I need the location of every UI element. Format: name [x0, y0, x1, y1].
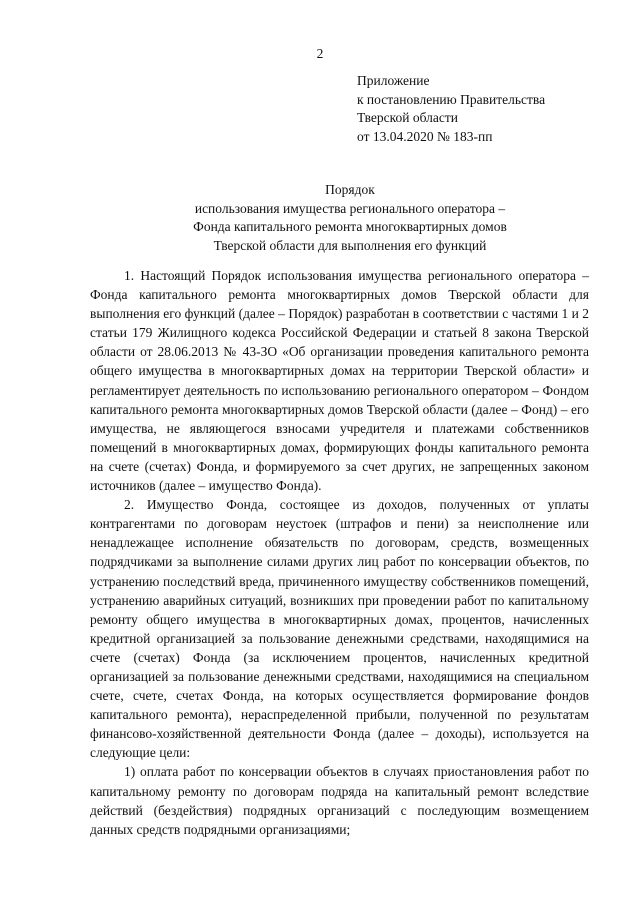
paragraph-1: 1. Настоящий Порядок использования имущества регионального оператора – Фонда капитального ремонта многоквартирных домов Тверской области для выполнения его функций (далее – Порядок) разработан в соответствии с частями 1 и 2 статьи 179 Жилищного кодекса Российской Федерации и статьей 8 закона Тверской области от 28.06.2013 № 43-ЗО «Об организации проведения капитального ремонта общего имущества в многоквартирных домах на территории Тверской области» и регламентирует деятельность по использованию регионального оператором – Фондом капитального ремонта многоквартирных домов Тверской области (далее – Фонд) – его имущества, не являющегося взносами учредителя и платежами собственников помещений в многоквартирных домах, формирующих фонды капитального ремонта на счете (счетах) Фонда, и формируемого за счет других, не запрещенных законом источников (далее – имущество Фонда). — [90, 268, 589, 494]
appendix-line: Приложение — [357, 73, 430, 88]
title-line: Порядок — [325, 182, 375, 197]
title-line: использования имущества регионального оператора – — [194, 200, 506, 216]
title-line: Фонда капитального ремонта многоквартирных домов — [193, 219, 507, 235]
appendix-date-line: от 13.04.2020 № 183-пп — [357, 128, 493, 144]
appendix-line: Тверской области — [357, 110, 458, 125]
document-body — [90, 266, 589, 839]
paragraph-2: 2. Имущество Фонда, состоящее из доходов, полученных от уплаты контрагентами по договорам неустоек (штрафов и пени) за неисполнение или ненадлежащее исполнение обязательств по договорам, средств, возмещенных подрядчиками за выполнение силами других лиц работ по консервации объектов, по устранению последствий вреда, причиненного имуществу собственников помещений, устранению аварийных ситуаций, возникших при проведении работ по капитальному ремонту общего имущества в многоквартирных домах, процентов, начисленных кредитной организацией за пользование денежными средствами, находящимися на счете (счетах) Фонда (за исключением процентов, начисленных кредитной организацией за пользование денежными средствами, находящимися на специальном счете, счете, счетах Фонда, на которых осуществляется формирование фондов капитального ремонта), нераспределенной прибыли, полученной по результатам финансово-хозяйственной деятельности Фонда (далее – доходы), используется на следующие цели: — [90, 497, 589, 761]
page-number: 2 — [316, 46, 324, 61]
appendix-header — [357, 72, 627, 146]
document-title — [90, 181, 610, 255]
title-line: Тверской области для выполнения его функций — [213, 237, 487, 253]
appendix-line: к постановлению Правительства — [357, 91, 546, 107]
paragraph-2-item-1: 1) оплата работ по консервации объектов в случаях приостановления работ по капитальному ремонту по договорам подряда на капитальный ремонт вследствие действий (бездействия) подрядных организаций с последующим возмещением данных средств подрядными организациями; — [90, 764, 589, 837]
